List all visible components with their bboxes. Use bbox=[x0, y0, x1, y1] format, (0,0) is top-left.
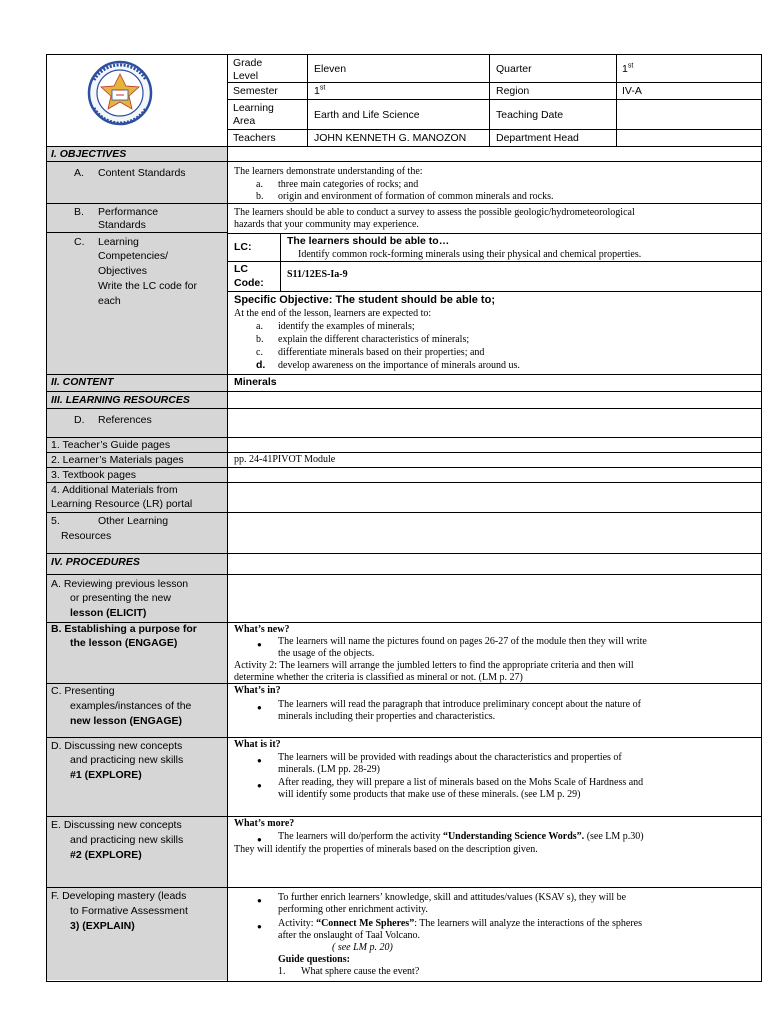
learning-competencies-label: Learning bbox=[98, 236, 139, 248]
content-standards-item-mark: b. bbox=[256, 191, 264, 202]
lesson-plan-sheet bbox=[46, 54, 762, 982]
quarter-label: Quarter bbox=[496, 63, 532, 75]
procedure-c-heading: What’s in? bbox=[234, 685, 281, 696]
procedure-b-text: determine whether the criteria is classified as mineral or not. (LM p. 27) bbox=[234, 672, 523, 683]
learners-materials-label: 2. Learner’s Materials pages bbox=[51, 454, 184, 466]
rule bbox=[46, 452, 761, 453]
specific-objective-mark: a. bbox=[256, 321, 263, 332]
quarter-value: 1st bbox=[622, 62, 634, 75]
learning-area-label: Learning Area bbox=[233, 102, 274, 127]
procedure-c-text: The learners will read the paragraph that introduce preliminary concept about the nature of bbox=[278, 699, 641, 710]
rule bbox=[227, 54, 228, 981]
specific-objective-item: explain the different characteristics of minerals; bbox=[278, 334, 470, 345]
rule bbox=[307, 54, 308, 147]
procedure-d-text: After reading, they will prepare a list of minerals based on the Mohs Scale of Hardness and bbox=[278, 777, 644, 788]
other-resources-label: Resources bbox=[61, 530, 112, 542]
procedure-f-label: F. Developing mastery (leads bbox=[51, 890, 187, 902]
department-head-label: Department Head bbox=[496, 132, 579, 144]
performance-standards-letter: B. bbox=[74, 206, 84, 218]
semester-label: Semester bbox=[233, 85, 278, 97]
rule bbox=[489, 54, 490, 147]
grade-level-value: Eleven bbox=[314, 63, 347, 75]
deped-seal-logo bbox=[72, 60, 168, 126]
content-standards-letter: A. bbox=[74, 167, 84, 179]
bullet-icon: ● bbox=[257, 835, 262, 844]
procedure-a-label: lesson (ELICIT) bbox=[70, 607, 147, 619]
procedure-c-label: examples/instances of the bbox=[70, 700, 192, 712]
procedure-f-text: To further enrich learners’ knowledge, skill and attitudes/values (KSAV s), they will be bbox=[278, 892, 627, 903]
rule bbox=[46, 467, 761, 468]
procedure-f-label: to Formative Assessment bbox=[70, 905, 188, 917]
teachers-value: JOHN KENNETH G. MANOZON bbox=[314, 132, 467, 144]
other-resources-num: 5. bbox=[51, 515, 60, 527]
procedures-heading: IV. PROCEDURES bbox=[51, 556, 140, 568]
specific-objective-item: develop awareness on the importance of minerals around us. bbox=[278, 360, 520, 371]
specific-objective-mark: d. bbox=[256, 359, 266, 371]
content-standards-intro: The learners demonstrate understanding of the: bbox=[234, 166, 423, 177]
procedure-f-guide-heading: Guide questions: bbox=[278, 954, 350, 965]
performance-standards-text: The learners should be able to conduct a survey to assess the possible geologic/hydrometeorological bbox=[234, 207, 635, 218]
references-letter: D. bbox=[74, 414, 85, 426]
semester-value: 1st bbox=[314, 84, 326, 97]
procedure-a-label: A. Reviewing previous lesson bbox=[51, 578, 189, 590]
lc-code-value: S11/12ES-Ia-9 bbox=[287, 269, 348, 280]
learning-competencies-label: Objectives bbox=[98, 265, 148, 277]
references-label: References bbox=[98, 414, 152, 426]
specific-objective-mark: b. bbox=[256, 334, 264, 345]
procedure-f-question: What sphere cause the event? bbox=[301, 966, 420, 977]
procedure-b-text: Activity 2: The learners will arrange the jumbled letters to find the appropriate criteria and then will bbox=[234, 660, 634, 671]
rule bbox=[228, 291, 761, 292]
rule bbox=[46, 482, 761, 483]
procedure-d-label: #1 (EXPLORE) bbox=[70, 769, 142, 781]
content-standards-item: origin and environment of formation of common minerals and rocks. bbox=[278, 191, 554, 202]
rule bbox=[46, 391, 761, 392]
specific-objective-item: identify the examples of minerals; bbox=[278, 321, 415, 332]
specific-objective-item: differentiate minerals based on their properties; and bbox=[278, 347, 485, 358]
additional-materials-label: Learning Resource (LR) portal bbox=[51, 498, 193, 510]
specific-objective-intro: At the end of the lesson, learners are expected to: bbox=[234, 308, 432, 319]
procedure-d-label: D. Discussing new concepts bbox=[51, 740, 183, 752]
rule bbox=[616, 54, 617, 147]
grade-level-label: Grade Level bbox=[233, 57, 263, 82]
rule bbox=[46, 161, 761, 162]
region-label: Region bbox=[496, 85, 530, 97]
performance-standards-label: Standards bbox=[98, 219, 146, 231]
region-value: IV-A bbox=[622, 85, 642, 97]
textbook-label: 3. Textbook pages bbox=[51, 469, 137, 481]
rule bbox=[46, 232, 228, 233]
procedure-e-label: E. Discussing new concepts bbox=[51, 819, 182, 831]
rule bbox=[46, 408, 761, 409]
procedure-b-text: the usage of the objects. bbox=[278, 648, 375, 659]
specific-objective-heading: Specific Objective: The student should be able to; bbox=[234, 294, 495, 306]
procedure-f-label: 3) (EXPLAIN) bbox=[70, 920, 135, 932]
rule bbox=[46, 737, 761, 738]
teachers-label: Teachers bbox=[233, 132, 276, 144]
other-resources-label: Other Learning bbox=[98, 515, 169, 527]
rule bbox=[46, 437, 761, 438]
rule bbox=[228, 261, 761, 262]
performance-standards-text: hazards that your community may experience. bbox=[234, 219, 419, 230]
lc-code-label: LC bbox=[234, 263, 248, 275]
content-standards-item: three main categories of rocks; and bbox=[278, 179, 419, 190]
procedure-b-text: The learners will name the pictures found on pages 26-27 of the module then they will write bbox=[278, 636, 647, 647]
additional-materials-label: 4. Additional Materials from bbox=[51, 484, 178, 496]
procedure-c-text: minerals including their properties and characteristics. bbox=[278, 711, 496, 722]
procedure-c-label: new lesson (ENGAGE) bbox=[70, 715, 183, 727]
learning-area-value: Earth and Life Science bbox=[314, 109, 420, 121]
procedure-f-text: Activity: “Connect Me Spheres”: The learners will analyze the interactions of the spheres bbox=[278, 918, 642, 929]
teaching-date-label: Teaching Date bbox=[496, 109, 564, 121]
rule bbox=[46, 203, 761, 204]
procedure-e-label: #2 (EXPLORE) bbox=[70, 849, 142, 861]
content-standards-item-mark: a. bbox=[256, 179, 263, 190]
specific-objective-mark: c. bbox=[256, 347, 263, 358]
bullet-icon: ● bbox=[257, 896, 262, 905]
procedure-d-label: and practicing new skills bbox=[70, 754, 184, 766]
procedure-e-label: and practicing new skills bbox=[70, 834, 184, 846]
learners-materials-value: pp. 24-41PIVOT Module bbox=[234, 454, 336, 465]
procedure-e-text: They will identify the properties of minerals based on the description given. bbox=[234, 844, 538, 855]
procedure-b-label: the lesson (ENGAGE) bbox=[70, 637, 178, 649]
procedure-d-text: minerals. (LM pp. 28-29) bbox=[278, 764, 380, 775]
procedure-d-heading: What is it? bbox=[234, 739, 281, 750]
bullet-icon: ● bbox=[257, 703, 262, 712]
procedure-c-label: C. Presenting bbox=[51, 685, 115, 697]
procedure-f-text: performing other enrichment activity. bbox=[278, 904, 428, 915]
resources-heading: III. LEARNING RESOURCES bbox=[51, 394, 190, 406]
rule bbox=[46, 887, 761, 888]
objectives-heading: I. OBJECTIVES bbox=[51, 148, 127, 160]
procedure-b-heading: What’s new? bbox=[234, 624, 290, 635]
bullet-icon: ● bbox=[257, 756, 262, 765]
rule bbox=[280, 233, 281, 292]
content-value: Minerals bbox=[234, 376, 277, 388]
procedure-e-heading: What’s more? bbox=[234, 818, 295, 829]
rule bbox=[46, 553, 761, 554]
lc-label: LC: bbox=[234, 241, 252, 253]
content-heading: II. CONTENT bbox=[51, 376, 114, 388]
learning-competencies-label: Competencies/ bbox=[98, 250, 169, 262]
bullet-icon: ● bbox=[257, 640, 262, 649]
rule bbox=[46, 512, 761, 513]
performance-standards-label: Performance bbox=[98, 206, 159, 218]
bullet-icon: ● bbox=[257, 781, 262, 790]
learning-competencies-letter: C. bbox=[74, 236, 85, 248]
procedure-a-label: or presenting the new bbox=[70, 592, 171, 604]
procedure-b-label: B. Establishing a purpose for bbox=[51, 623, 197, 635]
procedure-f-text: after the onslaught of Taal Volcano. bbox=[278, 930, 421, 941]
procedure-f-question-num: 1. bbox=[278, 966, 286, 977]
procedure-f-see: ( see LM p. 20) bbox=[332, 942, 393, 953]
content-standards-label: Content Standards bbox=[98, 167, 186, 179]
learning-competencies-label: each bbox=[98, 295, 121, 307]
procedure-d-text: will identify some products that make use of these minerals. (see LM p. 29) bbox=[278, 789, 581, 800]
rule bbox=[46, 146, 761, 147]
procedure-d-text: The learners will be provided with readings about the characteristics and properties of bbox=[278, 752, 622, 763]
rule bbox=[228, 233, 761, 234]
bullet-icon: ● bbox=[257, 922, 262, 931]
lc-heading: The learners should be able to… bbox=[287, 235, 450, 247]
teachers-guide-label: 1. Teacher’s Guide pages bbox=[51, 439, 171, 451]
lc-text: Identify common rock-forming minerals using their physical and chemical properties. bbox=[298, 249, 642, 260]
learning-competencies-label: Write the LC code for bbox=[98, 280, 198, 292]
rule bbox=[46, 574, 761, 575]
rule bbox=[46, 374, 761, 375]
lc-code-label: Code: bbox=[234, 277, 264, 289]
procedure-e-text: The learners will do/perform the activity “Understanding Science Words”. (see LM p.30) bbox=[278, 831, 644, 842]
rule bbox=[46, 816, 761, 817]
